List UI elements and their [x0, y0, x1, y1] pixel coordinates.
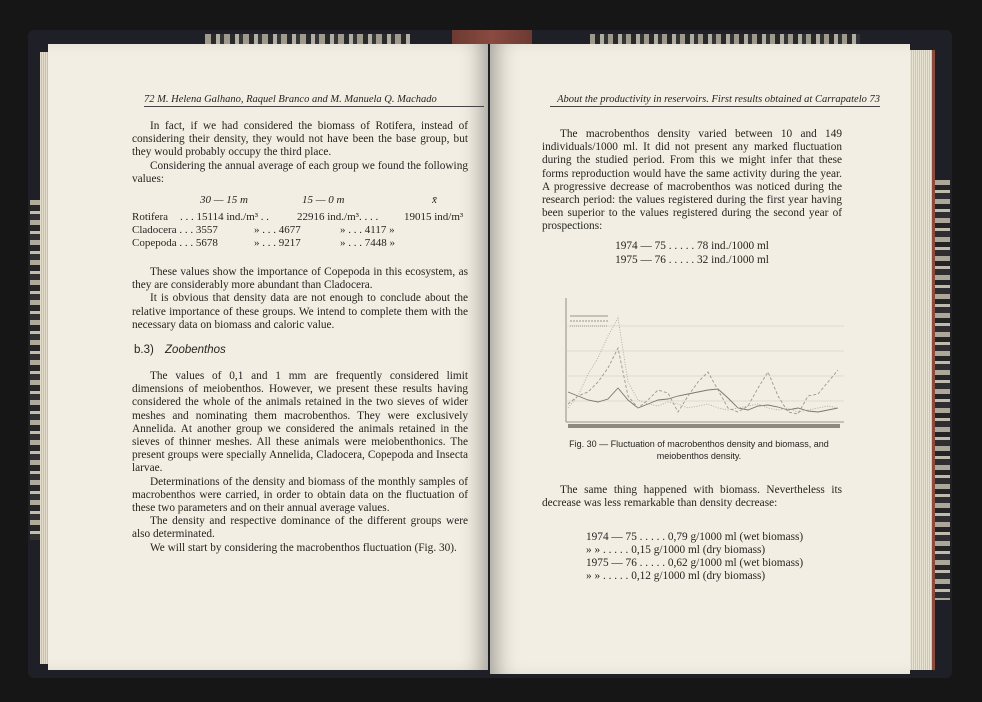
- right-page: [490, 44, 910, 674]
- biomass-paragraph: [542, 484, 842, 510]
- density-1974-75: 1974 — 75 . . . . . 78 ind./1000 ml: [615, 240, 769, 252]
- paragraph-values-show: These values show the importance of Copepoda in this ecosystem, as they are considerably more abundant than Cladocera.: [132, 266, 468, 292]
- table-row-cladocera-name: Cladocera . . . 3557: [132, 224, 218, 236]
- paragraph-annual-average: Considering the annual average of each group we found the following values:: [132, 159, 468, 185]
- paragraph-start-considering: We will start by considering the macrobenthos fluctuation (Fig. 30).: [150, 541, 457, 554]
- table-row-copepoda-c2: » . . . 9217: [254, 237, 301, 249]
- rotifera-paragraph: [132, 120, 468, 186]
- paragraph-limit-dimensions: The values of 0,1 and 1 mm are frequently considered limit dimensions of meiobenthos. However, we present these results having considered the whole of the animals retained in the two sieves of wider meshes and nominating them macrobenthos. They were exclusively Annelida. At another group we considered the animals retained in the sieves of thinner meshes. All these animals were meiobenthonics. The present groups were specially Annelida, Cladocera, Copepoda and Insecta larvae.: [132, 370, 468, 475]
- biomass-1974-75-wet: 1974 — 75 . . . . . 0,79 g/1000 ml (wet biomass): [586, 531, 804, 543]
- table-row-copepoda-c3: » . . . 7448 »: [340, 237, 395, 249]
- section-number: b.3): [134, 344, 154, 356]
- zoobenthos-paragraphs: [132, 370, 468, 555]
- section-heading-zoobenthos: [134, 344, 226, 356]
- table-head-15-0: 15 — 0 m: [302, 194, 345, 206]
- biomass-values: [586, 531, 846, 591]
- biomass-1975-76-wet: 1975 — 76 . . . . . 0,62 g/1000 ml (wet biomass): [586, 557, 804, 569]
- left-page-header: 72 M. Helena Galhano, Raquel Branco and M. Manuela Q. Machado: [144, 94, 484, 107]
- table-row-rotifera-c2: 22916 ind./m³. . . .: [297, 211, 379, 223]
- table-row-rotifera-c1: . . . 15114 ind./m³ . .: [180, 211, 270, 223]
- table-row-cladocera-c2: » . . . 4677: [254, 224, 301, 236]
- paragraph-dominance: The density and respective dominance of the different groups were also determinated.: [132, 515, 468, 541]
- right-page-stack: [908, 50, 935, 670]
- paragraph-same-thing: The same thing happened with biomass. Nevertheless its decrease was less remarkable than density decrease:: [542, 484, 842, 510]
- chart-x-tick-band: [568, 424, 840, 428]
- figure-30-caption: Fig. 30 — Fluctuation of macrobenthos density and biomass, and meiobenthos density.: [569, 439, 829, 461]
- chart-background: [558, 296, 850, 436]
- biomass-1974-75-dry: » » . . . . . 0,15 g/1000 ml (dry biomass): [586, 544, 766, 556]
- paragraph-in-fact: In fact, if we had considered the biomass of Rotifera, instead of considering their density, they would not have been the base group, but they would probably occupy the third place.: [132, 120, 468, 159]
- table-row-cladocera-c3: » . . . 4117 »: [340, 224, 395, 236]
- density-values: [542, 240, 842, 270]
- left-page: [48, 44, 488, 670]
- book-spine: [452, 30, 532, 44]
- paragraph-density-varied: The macrobenthos density varied between 10 and 149 individuals/1000 ml. It did not present any marked fluctuation during the studied period. From this we might infer that these forms reproduction would have the same activity during the year. A progressive decrease of macrobenthos was noticed during the research period: the values registered during the first year having been superior to the values registered during the second year of prospections:: [542, 128, 842, 233]
- table-row-rotifera-c3: 19015 ind/m³: [404, 211, 464, 223]
- macrobenthos-paragraph: [542, 128, 842, 234]
- table-head-mean: x̄: [432, 194, 437, 206]
- group-density-table: [132, 194, 472, 254]
- right-page-header: About the productivity in reservoirs. First results obtained at Carrapatelo 73: [550, 94, 880, 107]
- paragraph-determinations: Determinations of the density and biomass of the monthly samples of macrobenthos were carried, in order to obtain data on the fluctuation of these two parameters and on their annual average values.: [132, 475, 468, 515]
- figure-30-chart: [558, 296, 850, 436]
- table-row-rotifera-name: Rotifera: [132, 211, 169, 223]
- section-title: Zoobenthos: [165, 344, 226, 356]
- copepoda-paragraphs: [132, 266, 468, 332]
- table-row-copepoda-name: Copepoda . . . 5678: [132, 237, 218, 249]
- paragraph-obvious: It is obvious that density data are not enough to conclude about the relative importance of these groups. We intend to complete them with the necessary data on biomass and caloric value.: [132, 292, 468, 331]
- density-1975-76: 1975 — 76 . . . . . 32 ind./1000 ml: [615, 254, 769, 266]
- table-head-30-15: 30 — 15 m: [200, 194, 248, 206]
- biomass-1975-76-dry: » » . . . . . 0,12 g/1000 ml (dry biomass): [586, 570, 766, 582]
